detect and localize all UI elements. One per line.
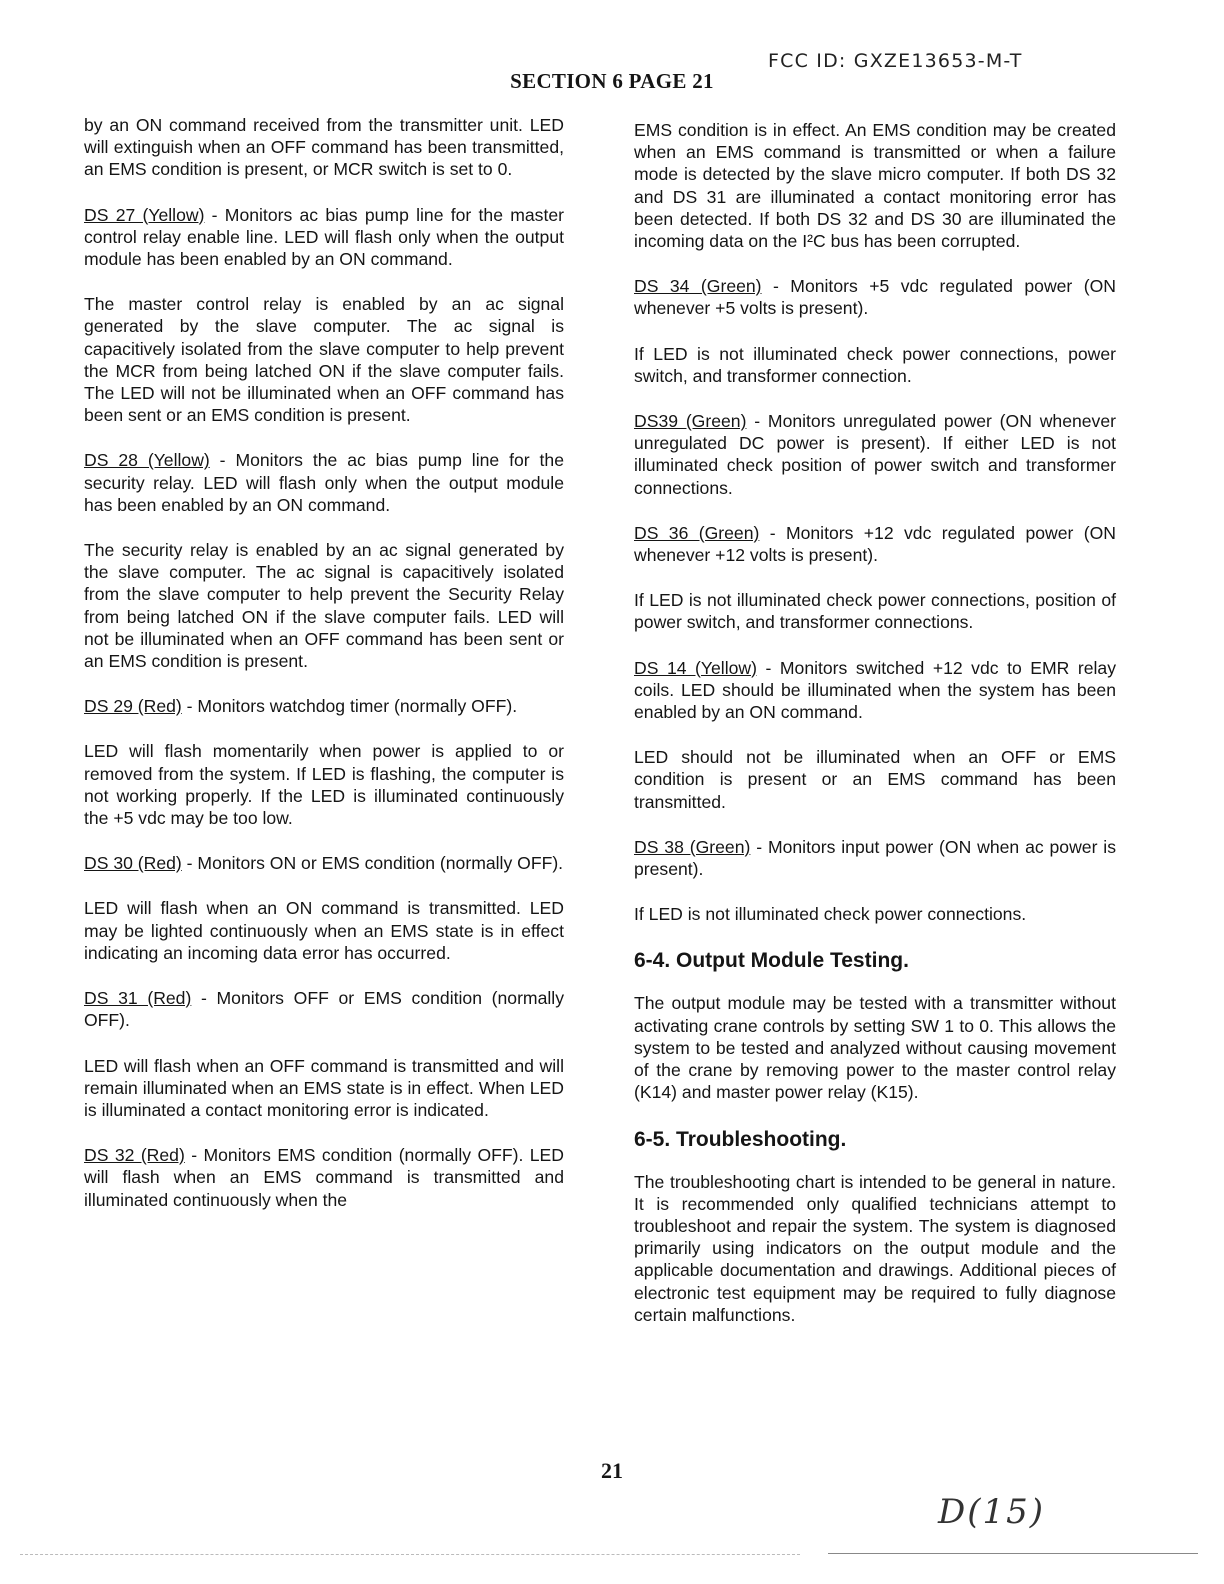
paragraph-text: - Monitors watchdog timer (normally OFF). <box>181 696 518 717</box>
left-paragraph <box>84 1144 564 1211</box>
paragraph-text: LED will flash when an ON command is transmitted. LED may be lighted continuously when an EMS state is in effect indicating an incoming data error has occurred. <box>84 898 564 963</box>
right-paragraph <box>634 903 1116 925</box>
paragraph-text: - Monitors switched +12 vdc to EMR relay coils. LED should be illuminated when the system has been enabled by an ON command. <box>634 657 1116 723</box>
left-paragraph <box>84 852 564 874</box>
led-label: DS 34 (Green) <box>634 276 762 297</box>
paragraph-text: - Monitors unregulated power (ON whenever unregulated DC power is present). If either LED is not illuminated check position of power switch and transformer connections. <box>634 411 1116 498</box>
paragraph-text: - Monitors OFF or EMS condition (normally OFF). <box>84 988 564 1031</box>
right-paragraph <box>634 589 1116 633</box>
paragraph-text: - Monitors the ac bias pump line for the security relay. LED will flash only when the output module has been enabled by an ON command. <box>84 450 564 515</box>
left-paragraph <box>84 204 564 271</box>
left-column <box>84 114 564 1234</box>
paragraph-text: LED should not be illuminated when an OFF or EMS condition is present or an EMS command has been transmitted. <box>634 747 1116 812</box>
paragraph-text: LED will flash momentarily when power is applied to or removed from the system. If LED is flashing, the computer is not working properly. If the LED is illuminated continuously the +5 vdc may be too low. <box>84 741 564 829</box>
left-paragraph <box>84 114 564 181</box>
paragraph-text: LED will flash when an OFF command is transmitted and will remain illuminated when an EMS state is in effect. When LED is illuminated a contact monitoring error is indicated. <box>84 1055 564 1120</box>
paragraph-text: - Monitors +5 vdc regulated power (ON whenever +5 volts is present). <box>634 276 1116 319</box>
paragraph-text: - Monitors +12 vdc regulated power (ON whenever +12 volts is present). <box>634 522 1116 566</box>
right-column <box>634 119 1116 1349</box>
paragraph-text: - Monitors input power (ON when ac power is present). <box>634 836 1117 880</box>
paragraph-text: The security relay is enabled by an ac signal generated by the slave computer. The ac signal is capacitively isolated from the slave computer to help prevent the Security Relay from being latched ON if the slave computer fails. LED will not be illuminated when an OFF command has been sent or an EMS condition is present. <box>84 540 564 672</box>
heading-troubleshooting: 6-5. Troubleshooting. <box>634 1127 847 1151</box>
right-paragraph <box>634 746 1116 813</box>
right-paragraph <box>634 657 1116 724</box>
right-paragraph <box>634 410 1116 499</box>
paragraph-text: - Monitors ON or EMS condition (normally OFF). <box>181 853 564 874</box>
paragraph-text: - Monitors ac bias pump line for the master control relay enable line. LED will flash only when the output module has been enabled by an ON command. <box>84 204 564 270</box>
left-paragraph <box>84 695 564 717</box>
led-label: DS 36 (Green) <box>634 522 760 543</box>
bottom-dotted-line <box>20 1554 800 1555</box>
paragraph-text: EMS condition is in effect. An EMS condition may be created when an EMS command is transmitted or when a failure mode is detected by the slave micro computer. If both DS 32 and DS 31 are illuminated a contact monitoring error has been detected. If both DS 32 and DS 30 are illuminated the incoming data on the I²C bus has been corrupted. <box>634 120 1116 252</box>
paragraph-text: If LED is not illuminated check power connections. <box>634 904 1027 925</box>
led-label: DS 38 (Green) <box>634 836 751 857</box>
left-paragraph <box>84 449 564 516</box>
paragraph-text: - Monitors EMS condition (normally OFF). LED will flash when an EMS command is transmitted and illuminated continuously when the <box>84 1145 564 1210</box>
left-paragraph <box>84 897 564 964</box>
left-paragraph <box>84 987 564 1031</box>
bottom-solid-line <box>828 1553 1198 1554</box>
heading-output-module-testing: 6-4. Output Module Testing. <box>634 949 909 973</box>
paragraph-text: The master control relay is enabled by an ac signal generated by the slave computer. The ac signal is capacitively isolated from the slave computer to help prevent the MCR from being latched ON if the slave computer fails. The LED will not be illuminated when an OFF command has been sent or an EMS condition is present. <box>84 294 564 426</box>
led-label: DS 27 (Yellow) <box>84 204 205 225</box>
led-label: DS39 (Green) <box>634 411 747 432</box>
paragraph-troubleshooting: The troubleshooting chart is intended to be general in nature. It is recommended only qualified technicians attempt to troubleshoot and repair the system. The system is diagnosed primarily using indicators on the output module and the applicable documentation and drawings. Additional pieces of electronic test equipment may be required to fully diagnose certain malfunctions. <box>634 1171 1116 1325</box>
handwritten-mark: D(15) <box>938 1492 1046 1532</box>
right-paragraph <box>634 343 1116 387</box>
left-paragraph <box>84 539 564 672</box>
led-label: DS 14 (Yellow) <box>634 657 757 678</box>
paragraph-text: If LED is not illuminated check power connections, power switch, and transformer connection. <box>634 343 1116 386</box>
right-column-paragraphs <box>634 119 1116 925</box>
right-paragraph <box>634 836 1116 880</box>
led-label: DS 31 (Red) <box>84 988 192 1009</box>
led-label: DS 30 (Red) <box>84 853 182 874</box>
left-paragraph <box>84 293 564 426</box>
led-label: DS 32 (Red) <box>84 1145 185 1166</box>
page-number: 21 <box>601 1458 623 1483</box>
right-paragraph <box>634 275 1116 319</box>
paragraph-text: If LED is not illuminated check power connections, position of power switch, and transformer connections. <box>634 590 1116 633</box>
section-header: SECTION 6 PAGE 21 <box>510 69 714 93</box>
fcc-id: FCC ID: GXZE13653-M-T <box>768 50 1023 72</box>
led-label: DS 29 (Red) <box>84 696 182 717</box>
right-paragraph <box>634 119 1116 252</box>
left-paragraph <box>84 740 564 829</box>
left-paragraph <box>84 1055 564 1122</box>
paragraph-output-module-testing: The output module may be tested with a transmitter without activating crane controls by setting SW 1 to 0. This allows the system to be tested and analyzed without causing movement of the crane by removing power to the master control relay (K14) and master power relay (K15). <box>634 993 1116 1103</box>
paragraph-text: by an ON command received from the transmitter unit. LED will extinguish when an OFF command has been transmitted, an EMS condition is present, or MCR switch is set to 0. <box>84 115 564 180</box>
right-paragraph <box>634 522 1116 566</box>
led-label: DS 28 (Yellow) <box>84 450 210 471</box>
